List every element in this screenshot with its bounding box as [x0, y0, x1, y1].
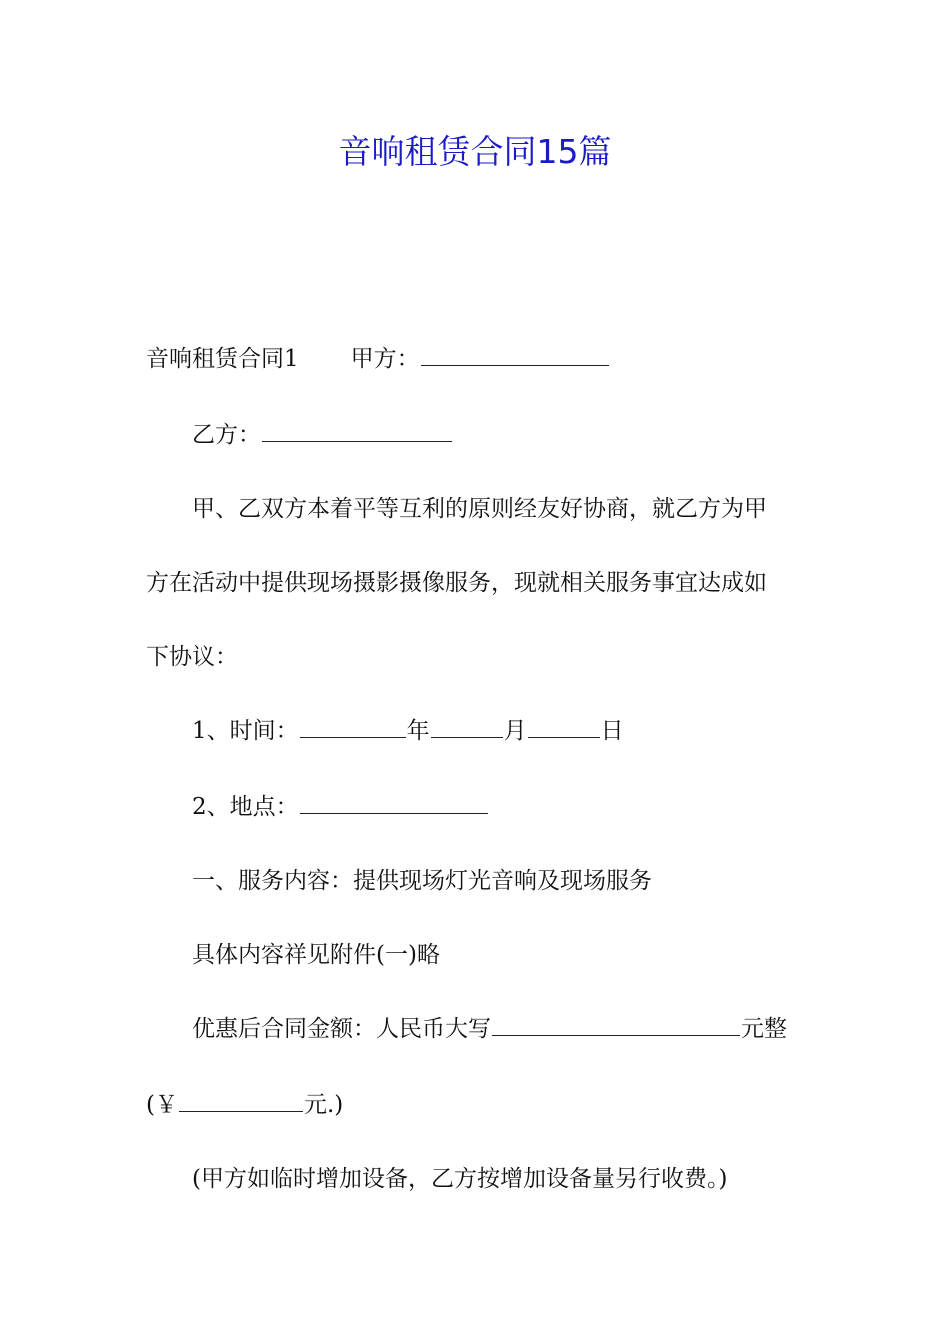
extra-note: (甲方如临时增加设备，乙方按增加设备量另行收费。): [192, 1166, 728, 1192]
party-b-line: [192, 418, 453, 452]
party-b-blank: [262, 419, 452, 442]
day-blank: [528, 715, 600, 738]
yen-line: [146, 1088, 343, 1122]
place-blank: [300, 791, 488, 814]
year-label: 年: [406, 718, 430, 744]
intro-line-3: 下协议：: [146, 644, 238, 670]
intro-line-2: 方在活动中提供现场摄影摄像服务，现就相关服务事宜达成如: [146, 570, 767, 596]
day-label: 日: [600, 718, 624, 744]
amount-line: [192, 1012, 787, 1046]
time-line: [192, 714, 624, 748]
details-line: 具体内容祥见附件(一)略: [192, 942, 440, 968]
month-label: 月: [503, 718, 527, 744]
amount-label: 优惠后合同金额：人民币大写: [192, 1016, 491, 1042]
yen-prefix: (￥: [146, 1092, 178, 1118]
yen-suffix: 元.): [303, 1092, 344, 1118]
contract-heading: 音响租赁合同1: [146, 346, 299, 372]
place-line: [192, 790, 489, 824]
service-content: 一、服务内容：提供现场灯光音响及现场服务: [192, 868, 652, 894]
amount-suffix: 元整: [741, 1016, 787, 1042]
party-b-label: 乙方：: [192, 422, 261, 448]
place-label: 2、地点：: [192, 794, 299, 820]
document-title: 音响租赁合同15篇: [338, 132, 612, 171]
month-blank: [431, 715, 503, 738]
year-blank: [300, 715, 406, 738]
party-a-blank: [421, 343, 609, 366]
time-label: 1、时间：: [192, 718, 299, 744]
yen-blank: [179, 1089, 303, 1112]
intro-line-1: 甲、乙双方本着平等互利的原则经友好协商，就乙方为甲: [192, 496, 767, 522]
amount-blank: [492, 1013, 740, 1036]
party-a-label: 甲方：: [350, 346, 420, 372]
contract-heading-line: [146, 342, 610, 376]
